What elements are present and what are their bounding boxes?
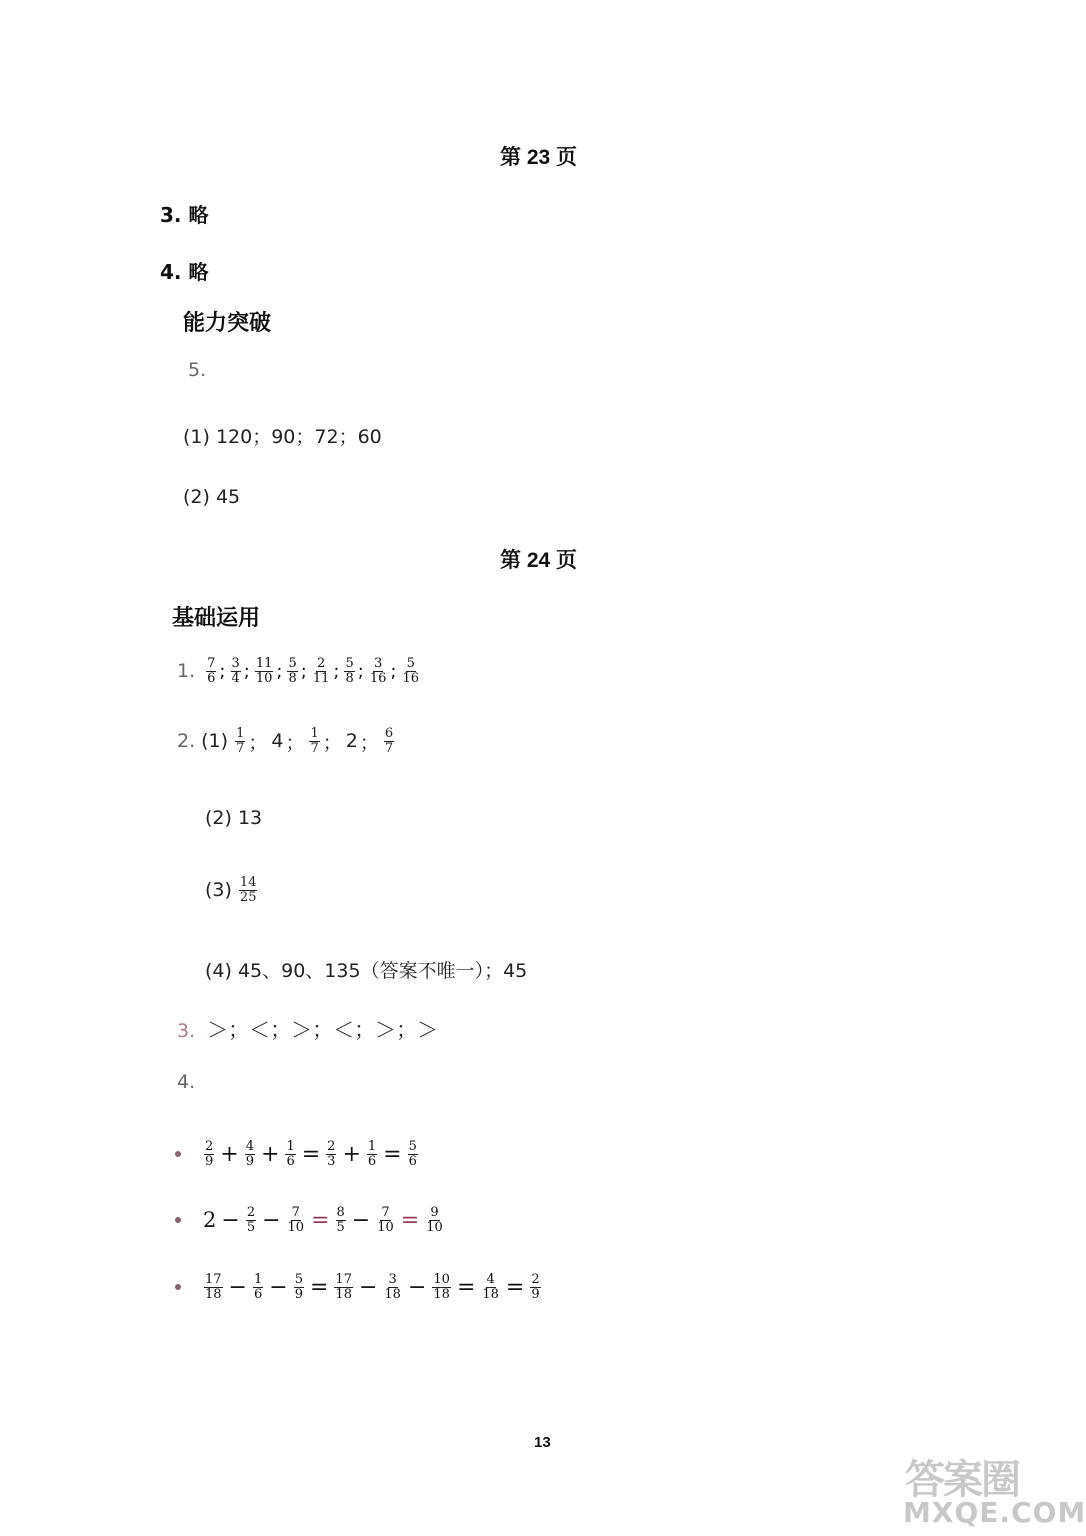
fraction: $\frac{2}{9}$: [205, 1139, 214, 1169]
section-heading-ability: 能力突破: [183, 311, 272, 336]
fraction: $\frac{5}{9}$: [294, 1272, 303, 1302]
part-label: (3): [205, 879, 232, 902]
page-title-24: 第 24 页: [500, 549, 578, 572]
comparison-answers: ＞；＜；＞；＜；＞；＞: [207, 1018, 439, 1042]
fraction: $\frac{1}{7}$: [310, 726, 319, 756]
question-2-part-2: (2) 13: [205, 807, 263, 829]
bullet-icon: [175, 1151, 181, 1157]
question-number: 2.: [177, 730, 196, 753]
separator: ;: [357, 660, 364, 682]
fraction-list: [205, 657, 421, 685]
equation-3: $\frac{17}{18}$ − $\frac{1}{6}$ − $\frac{5}{9}$ = $\frac{17}{18}$ − $\frac{3}{18}$ − $\frac{10}{18}$ = $\frac{4}{18}$ = $\frac{2}{9}$: [175, 1273, 542, 1301]
fraction: $\frac{5}{6}$: [408, 1139, 417, 1169]
item-text: 略: [188, 203, 209, 227]
fraction: $\frac{17}{18}$: [205, 1272, 222, 1302]
fraction: $\frac{5}{8}$: [288, 656, 297, 686]
fraction: $\frac{4}{9}$: [245, 1139, 254, 1169]
answer-item-5-number: 5.: [188, 359, 207, 381]
fraction: $\frac{3}{18}$: [384, 1272, 401, 1302]
fraction: $\frac{14}{25}$: [239, 875, 257, 905]
fraction: $\frac{7}{10}$: [287, 1205, 305, 1235]
section-heading-basic: 基础运用: [172, 606, 261, 631]
fraction: $\frac{17}{18}$: [335, 1272, 352, 1302]
bullet-icon: [175, 1217, 181, 1223]
fraction: $\frac{8}{5}$: [336, 1205, 345, 1235]
separator: ;: [219, 660, 226, 682]
fraction: $\frac{9}{10}$: [426, 1205, 443, 1235]
question-3: [177, 1014, 438, 1044]
separator: ;: [276, 660, 283, 682]
fraction: $\frac{5}{8}$: [345, 656, 354, 686]
fraction: $\frac{7}{10}$: [377, 1205, 394, 1235]
item-text: 略: [188, 260, 209, 284]
answer-item-5-part-1: (1) 120；90；72；60: [183, 426, 382, 448]
fraction: $\frac{2}{11}$: [312, 656, 330, 686]
separator: ;: [390, 660, 397, 682]
page-number: 13: [534, 1434, 551, 1451]
fraction: $\frac{11}{10}$: [255, 656, 273, 686]
separator: ;: [333, 660, 340, 682]
question-2-part-4: (4) 45、90、135（答案不唯一）；45: [205, 960, 528, 982]
fraction: $\frac{3}{4}$: [231, 656, 240, 686]
answer-item-3: [160, 199, 208, 228]
bullet-icon: [175, 1284, 181, 1290]
item-number: 4.: [160, 260, 182, 284]
whole-number: 2: [203, 1208, 217, 1233]
answer-item-4: [160, 256, 208, 285]
equation-1: $\frac{2}{9}$ + $\frac{4}{9}$ + $\frac{1}{6}$ = $\frac{2}{3}$ + $\frac{1}{6}$ = $\frac{5}{6}$: [175, 1140, 419, 1168]
fraction: $\frac{5}{16}$: [402, 656, 419, 686]
page-title-23: 第 23 页: [500, 146, 578, 169]
item-number: 3.: [160, 203, 182, 227]
fraction: $\frac{6}{7}$: [384, 726, 394, 756]
question-number: 3.: [177, 1020, 196, 1042]
question-4-number: 4.: [177, 1071, 196, 1093]
fraction: $\frac{7}{6}$: [207, 656, 216, 686]
part-label: (1): [201, 730, 229, 753]
fraction: $\frac{2}{9}$: [531, 1272, 540, 1302]
question-number: 1.: [177, 660, 196, 683]
watermark-url: MXQE.COM: [903, 1496, 1086, 1529]
question-1: [177, 657, 421, 685]
value: 4: [271, 730, 284, 753]
question-2-part-1: 2. (1) $\frac{1}{7}$ ； 4 ； $\frac{1}{7}$ ； 2 ； $\frac{6}{7}$: [177, 726, 394, 756]
fraction: $\frac{10}{18}$: [433, 1272, 450, 1302]
fraction: $\frac{4}{18}$: [482, 1272, 499, 1302]
fraction: $\frac{1}{6}$: [367, 1139, 377, 1169]
answer-item-5-part-2: (2) 45: [183, 486, 241, 508]
fraction: $\frac{1}{7}$: [236, 726, 245, 756]
question-2-part-3: [205, 876, 258, 904]
fraction: $\frac{1}{6}$: [253, 1272, 263, 1302]
fraction: $\frac{2}{3}$: [327, 1139, 336, 1169]
separator: ;: [243, 660, 250, 682]
fraction: $\frac{3}{16}$: [369, 656, 387, 686]
fraction: $\frac{1}{6}$: [286, 1139, 295, 1169]
equation-2: 2 − $\frac{2}{5}$ − $\frac{7}{10}$ = $\frac{8}{5}$ − $\frac{7}{10}$ = $\frac{9}{10}$: [175, 1206, 445, 1234]
value: 2: [345, 730, 358, 753]
watermark-logo: 答案圈: [905, 1457, 1019, 1503]
fraction: $\frac{2}{5}$: [246, 1205, 256, 1235]
separator: ;: [300, 660, 307, 682]
